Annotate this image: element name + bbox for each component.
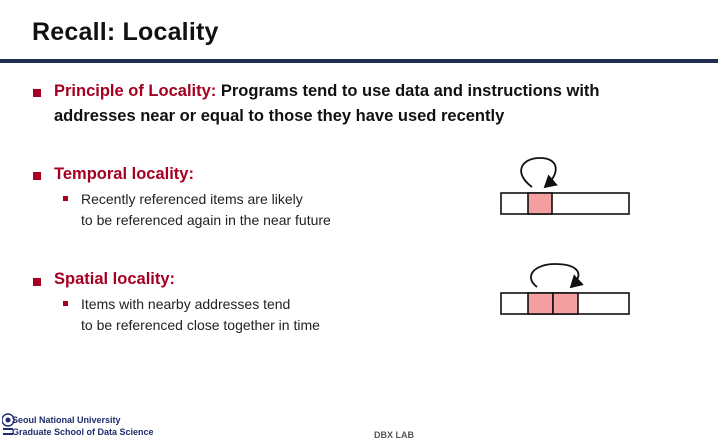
principle-text-line2: addresses near or equal to those they have used recently — [54, 107, 505, 125]
bullet-square — [33, 278, 41, 286]
memory-array — [501, 193, 629, 214]
repeat-reference-arrow — [521, 158, 556, 187]
sub-bullet-square — [63, 196, 68, 201]
spatial-line1: Items with nearby addresses tend — [81, 296, 291, 312]
spatial-line2: to be referenced close together in time — [81, 317, 320, 333]
lab-label: DBX LAB — [374, 430, 414, 440]
referenced-cell — [528, 293, 553, 314]
temporal-locality-diagram — [495, 155, 635, 220]
bullet-square — [33, 172, 41, 180]
temporal-description — [81, 189, 331, 231]
spatial-description — [81, 294, 320, 336]
temporal-heading: Temporal locality: — [54, 165, 194, 183]
spatial-locality-diagram — [495, 258, 635, 322]
bullet-square — [33, 89, 41, 97]
referenced-cell — [528, 193, 552, 214]
page-title: Recall: Locality — [32, 18, 219, 46]
university-line2: Graduate School of Data Science — [12, 427, 154, 437]
principle-label: Principle of Locality: — [54, 82, 217, 100]
title-divider — [0, 59, 718, 63]
principle-text-line1: Programs tend to use data and instructions with — [216, 82, 600, 100]
university-name — [12, 414, 154, 438]
university-line1: Seoul National University — [12, 415, 121, 425]
sub-bullet-square — [63, 301, 68, 306]
temporal-line2: to be referenced again in the near future — [81, 212, 331, 228]
temporal-line1: Recently referenced items are likely — [81, 191, 303, 207]
spatial-heading: Spatial locality: — [54, 270, 176, 288]
principle-paragraph — [54, 79, 704, 129]
nearby-referenced-cell — [553, 293, 578, 314]
next-address-arrow — [531, 264, 578, 287]
